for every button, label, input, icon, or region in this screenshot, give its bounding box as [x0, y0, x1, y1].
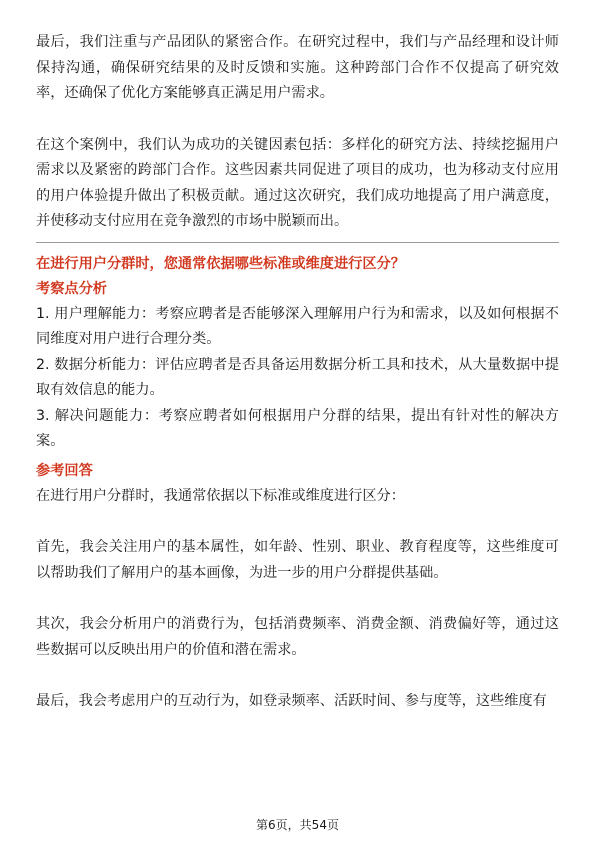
question-title: 在进行用户分群时，您通常依据哪些标准或维度进行区分？ [36, 255, 405, 272]
section-divider [36, 242, 559, 243]
answer-paragraph-4: 最后，我会考虑用户的互动行为，如登录频率、活跃时间、参与度等，这些维度有 [36, 693, 547, 709]
intro-paragraph-1: 最后，我们注重与产品团队的紧密合作。在研究过程中，我们与产品经理和设计师保持沟通，确保研究结果的及时反馈和实施。这种跨部门合作不仅提高了研究效率，还确保了优化方案能够真正满足用户需求。 [36, 34, 559, 101]
page-content [36, 30, 559, 715]
analysis-item-1: 1. 用户理解能力：考察应聘者是否能够深入理解用户行为和需求，以及如何根据不同维度对用户进行合理分类。 [36, 305, 559, 347]
answer-heading: 参考回答 [36, 462, 93, 479]
analysis-heading: 考察点分析 [36, 280, 107, 297]
answer-paragraph-2: 首先，我会关注用户的基本属性，如年龄、性别、职业、教育程度等，这些维度可以帮助我们了解用户的基本画像，为进一步的用户分群提供基础。 [36, 539, 559, 581]
analysis-item-3: 3. 解决问题能力：考察应聘者如何根据用户分群的结果，提出有针对性的解决方案。 [36, 407, 559, 449]
page-number: 第6页，共54页 [256, 818, 339, 832]
answer-paragraph-3: 其次，我会分析用户的消费行为，包括消费频率、消费金额、消费偏好等，通过这些数据可以反映出用户的价值和潜在需求。 [36, 616, 559, 658]
analysis-item-2: 2. 数据分析能力：评估应聘者是否具备运用数据分析工具和技术，从大量数据中提取有效信息的能力。 [36, 356, 559, 398]
intro-paragraph-2: 在这个案例中，我们认为成功的关键因素包括：多样化的研究方法、持续挖掘用户需求以及紧密的跨部门合作。这些因素共同促进了项目的成功，也为移动支付应用的用户体验提升做出了积极贡献。通过这次研究，我们成功地提高了用户满意度，并使移动支付应用在竞争激烈的市场中脱颖而出。 [36, 136, 559, 229]
answer-paragraph-1: 在进行用户分群时，我通常依据以下标准或维度进行区分： [36, 487, 405, 504]
